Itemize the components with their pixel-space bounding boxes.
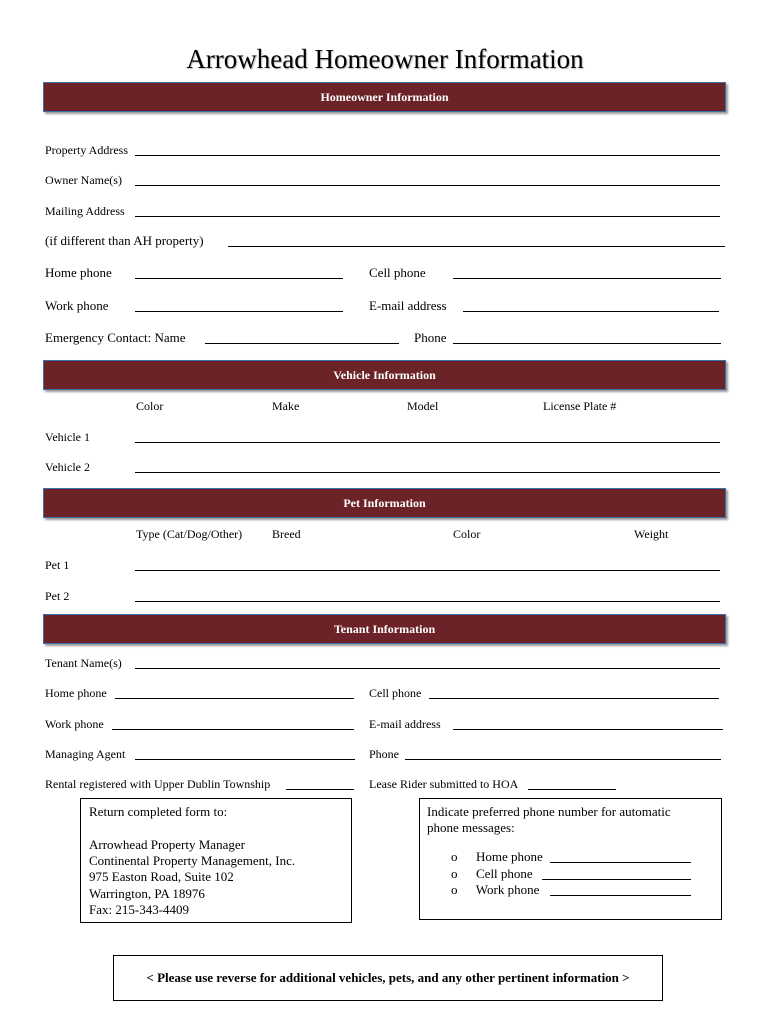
mailing-address-label: Mailing Address [45, 204, 125, 218]
property-address-field[interactable] [135, 155, 720, 156]
bullet-circle-icon: o [451, 882, 458, 897]
pet-col-breed: Breed [272, 527, 301, 541]
emergency-name-label: Emergency Contact: Name [45, 330, 186, 345]
managing-agent-label: Managing Agent [45, 747, 126, 761]
vehicle-col-make: Make [272, 399, 300, 413]
tenant-cell-phone-field[interactable] [429, 698, 719, 699]
return-address-box [80, 798, 352, 923]
work-phone-label: Work phone [45, 298, 109, 313]
section-header-pet [43, 488, 726, 518]
tenant-work-phone-field[interactable] [112, 729, 354, 730]
tenant-email-field[interactable] [453, 729, 723, 730]
phone-pref-heading-1: Indicate preferred phone number for automatic [427, 804, 671, 819]
vehicle-row-1-label: Vehicle 1 [45, 430, 90, 444]
phone-pref-heading-2: phone messages: [427, 820, 515, 835]
property-address-label: Property Address [45, 143, 128, 157]
rental-registered-field[interactable] [286, 789, 354, 790]
return-line-5: Fax: 215-343-4409 [89, 902, 190, 917]
return-line-4: Warrington, PA 18976 [89, 886, 205, 901]
owner-names-field[interactable] [135, 185, 720, 186]
managing-agent-field[interactable] [135, 759, 355, 760]
tenant-email-label: E-mail address [369, 717, 441, 731]
email-label: E-mail address [369, 298, 447, 313]
mailing-address-field[interactable] [135, 216, 720, 217]
home-phone-pref-field[interactable] [550, 862, 691, 863]
pet-col-weight: Weight [634, 527, 669, 541]
section-header-label: Pet Information [343, 495, 426, 510]
agent-phone-field[interactable] [405, 759, 721, 760]
tenant-names-field[interactable] [135, 668, 720, 669]
section-header-label: Vehicle Information [333, 367, 436, 382]
emergency-name-field[interactable] [205, 343, 399, 344]
vehicle-2-field[interactable] [135, 472, 720, 473]
phone-option-label: Cell phone [476, 866, 533, 881]
section-header-tenant [43, 614, 726, 644]
agent-phone-label: Phone [369, 747, 399, 761]
phone-preference-box [419, 798, 722, 920]
cell-phone-field[interactable] [453, 278, 721, 279]
pet-row-2-label: Pet 2 [45, 589, 70, 603]
footer-note [113, 955, 663, 1001]
owner-names-label: Owner Name(s) [45, 173, 122, 187]
cell-phone-label: Cell phone [369, 265, 426, 280]
phone-option-label: Work phone [475, 882, 540, 897]
tenant-cell-phone-label: Cell phone [369, 686, 422, 700]
return-heading: Return completed form to: [89, 804, 228, 819]
alt-address-field[interactable] [228, 246, 725, 247]
emergency-phone-label: Phone [414, 330, 447, 345]
vehicle-col-license: License Plate # [543, 399, 617, 413]
tenant-work-phone-label: Work phone [45, 717, 104, 731]
pet-2-field[interactable] [135, 601, 720, 602]
rental-registered-label: Rental registered with Upper Dublin Township [45, 777, 271, 791]
footer-note-text: < Please use reverse for additional vehicles, pets, and any other pertinent information > [146, 970, 630, 985]
vehicle-col-model: Model [407, 399, 439, 413]
vehicle-col-color: Color [136, 399, 164, 413]
bullet-circle-icon: o [451, 849, 458, 864]
work-phone-pref-field[interactable] [550, 895, 691, 896]
home-phone-label: Home phone [45, 265, 112, 280]
work-phone-field[interactable] [135, 311, 343, 312]
phone-option-home[interactable] [451, 849, 543, 865]
section-header-vehicle [43, 360, 726, 390]
cell-phone-pref-field[interactable] [542, 879, 691, 880]
return-line-3: 975 Easton Road, Suite 102 [89, 869, 234, 884]
page-title: Arrowhead Homeowner Information [186, 44, 584, 74]
email-field[interactable] [463, 311, 719, 312]
section-header-label: Homeowner Information [320, 89, 449, 104]
phone-option-cell[interactable] [451, 866, 533, 882]
tenant-home-phone-field[interactable] [115, 698, 354, 699]
pet-col-type: Type (Cat/Dog/Other) [136, 527, 243, 541]
return-line-2: Continental Property Management, Inc. [89, 853, 296, 868]
phone-option-label: Home phone [476, 849, 543, 864]
pet-row-1-label: Pet 1 [45, 558, 70, 572]
section-header-label: Tenant Information [333, 621, 436, 636]
if-different-label: (if different than AH property) [45, 233, 204, 248]
lease-rider-label: Lease Rider submitted to HOA [369, 777, 519, 791]
section-header-homeowner [43, 82, 726, 112]
tenant-names-label: Tenant Name(s) [45, 656, 122, 670]
bullet-circle-icon: o [451, 866, 458, 881]
emergency-phone-field[interactable] [453, 343, 721, 344]
vehicle-row-2-label: Vehicle 2 [45, 460, 90, 474]
lease-rider-field[interactable] [528, 789, 616, 790]
pet-col-color: Color [453, 527, 481, 541]
home-phone-field[interactable] [135, 278, 343, 279]
return-line-1: Arrowhead Property Manager [89, 837, 245, 852]
phone-option-work[interactable] [451, 882, 539, 898]
vehicle-1-field[interactable] [135, 442, 720, 443]
pet-1-field[interactable] [135, 570, 720, 571]
tenant-home-phone-label: Home phone [45, 686, 107, 700]
